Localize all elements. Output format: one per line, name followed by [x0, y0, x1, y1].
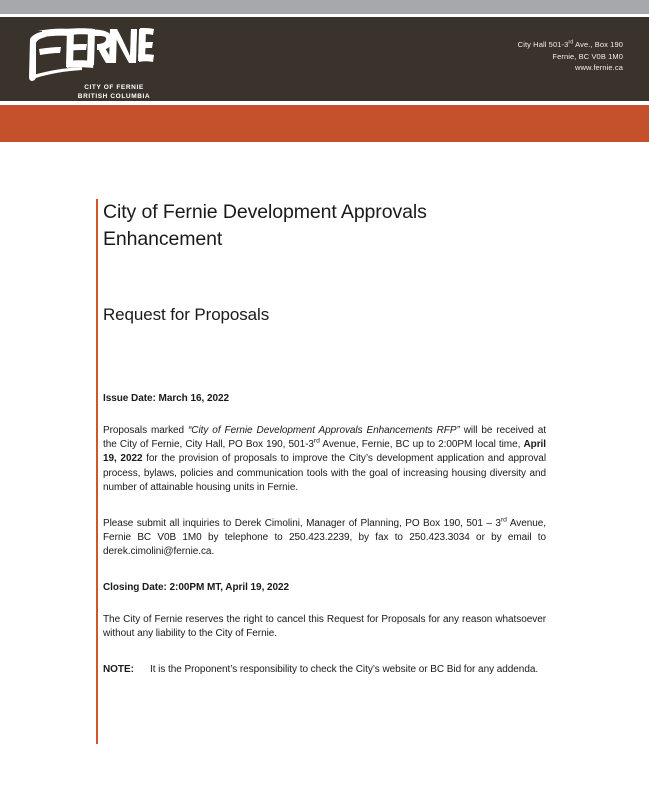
- p1-ordinal: rd: [313, 437, 320, 445]
- contact-website-line[interactable]: www.fernie.ca: [575, 63, 623, 72]
- p2-ordinal: rd: [500, 516, 507, 524]
- masthead-banner: [0, 17, 649, 101]
- logo-subtext-line-2: BRITISH COLUMBIA: [77, 92, 151, 100]
- page-subtitle: Request for Proposals: [103, 305, 270, 324]
- p2-seg-1: Please submit all inquiries to Derek Cimolini, Manager of Planning, PO Box 190, 501 – 3: [103, 518, 501, 530]
- fernie-wordmark-icon: [26, 25, 154, 83]
- note-section: [103, 641, 546, 677]
- p1-seg-1: Proposals marked: [103, 425, 189, 436]
- paragraph-cancellation-rights: The City of Fernie reserves the right to cancel this Request for Proposals for any reason whatsoever without any liability to the City of Fernie.: [103, 613, 546, 639]
- document-content: [103, 199, 546, 677]
- p1-deadline-bold: April 19, 2022: [103, 439, 546, 465]
- contact-address-prefix: City Hall 501-3: [517, 40, 569, 49]
- contact-address-line: [518, 39, 623, 51]
- masthead-contact-info: [518, 39, 623, 74]
- p1-seg-7: for the provision of proposals to improve the City’s development application and approval process, bylaws, policies and communication tools with the goal of increasing housing diversity and number of attainable housing units in Fernie.: [103, 453, 546, 493]
- issue-date-line: Issue Date: March 16, 2022: [103, 393, 229, 404]
- top-gray-band: [0, 0, 649, 14]
- p1-rfp-title-italic: “City of Fernie Development Approvals Enhancements RFP”: [188, 425, 460, 436]
- contact-address-suffix: Ave., Box 190: [573, 40, 623, 49]
- note-label: NOTE:: [103, 664, 134, 676]
- closing-date-line: Closing Date: 2:00PM MT, April 19, 2022: [103, 581, 290, 593]
- orange-accent-band: [0, 105, 649, 142]
- p1-seg-5: Avenue, Fernie, BC up to 2:00PM local time,: [319, 439, 524, 451]
- note-text: It is the Proponent’s responsibility to check the City’s website or BC Bid for any addenda.: [150, 664, 539, 676]
- logo-subtext-line-1: CITY OF FERNIE: [84, 84, 144, 91]
- page-title: City of Fernie Development Approvals Enhancement: [103, 201, 427, 250]
- logo-subtext: [68, 84, 160, 101]
- contact-city-line: Fernie, BC V0B 1M0: [552, 51, 623, 61]
- vertical-accent-rule: [96, 199, 98, 744]
- city-of-fernie-logo: [26, 25, 176, 101]
- p1-seg-3: will be received at the City of Fernie, City Hall, PO Box 190, 501-3: [103, 425, 547, 451]
- paragraph-inquiries: [103, 495, 546, 560]
- paragraph-submission-details: [103, 404, 546, 495]
- contact-address-ordinal: rd: [568, 39, 574, 46]
- p2-seg-3: Avenue, Fernie BC V0B 1M0 by telephone to 250.423.2239, by fax to 250.423.3034 or by email to derek.cimolini@fernie.ca.: [103, 518, 546, 558]
